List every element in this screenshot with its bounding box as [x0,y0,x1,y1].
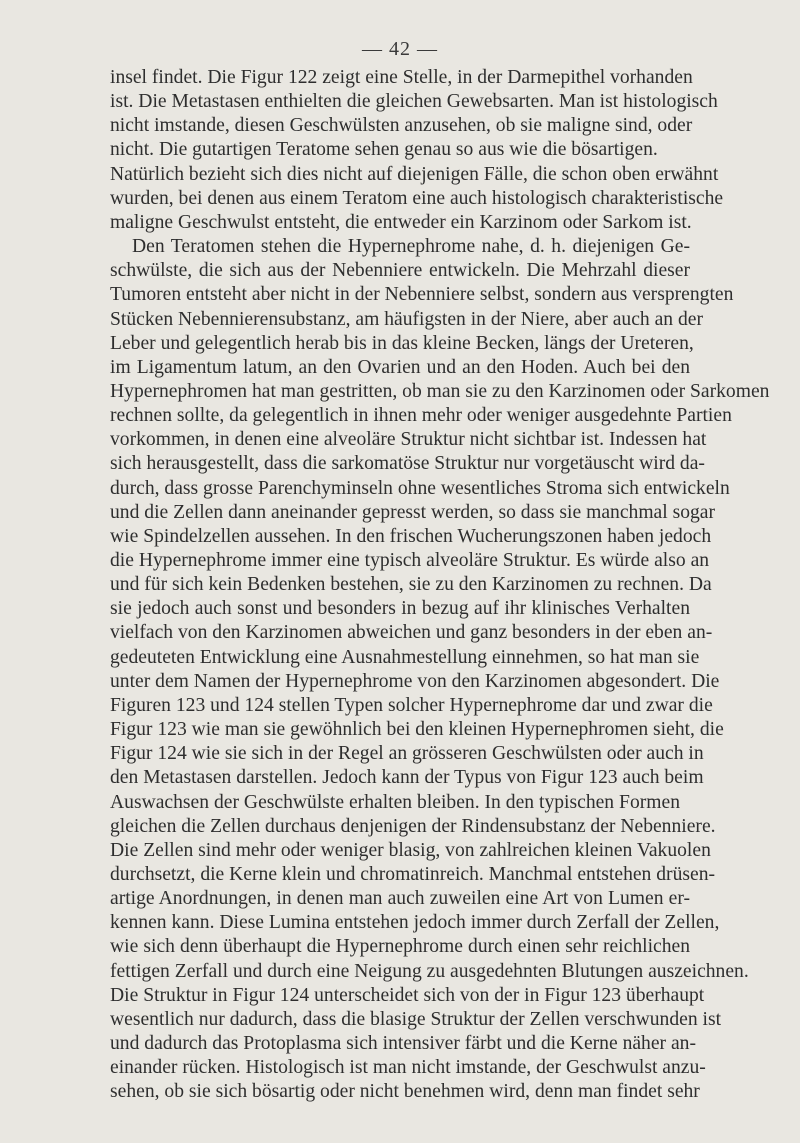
text-line: und dadurch das Protoplasma sich intensiver färbt und die Kerne näher an- [110,1033,696,1054]
text-line: und für sich kein Bedenken bestehen, sie zu den Karzinomen zu rechnen. Da [110,574,712,596]
text-line: Hypernephromen hat man gestritten, ob man sie zu den Karzinomen oder Sarkomen [110,380,770,402]
text-line: unter dem Namen der Hypernephrome von den Karzinomen abgesondert. Die [110,670,720,692]
text-line: insel findet. Die Figur 122 zeigt eine Stelle, in der Darmepithel vorhanden [110,67,693,88]
text-line: einander rücken. Histologisch ist man nicht imstande, der Geschwulst anzu- [110,1057,706,1079]
text-line: wie Spindelzellen aussehen. In den frischen Wucherungszonen haben jedoch [110,525,712,547]
text-line: nicht. Die gutartigen Teratome sehen genau so aus wie die bösartigen. [110,139,658,161]
text-line: rechnen sollte, da gelegentlich in ihnen mehr oder weniger ausgedehnte Partien [110,405,732,427]
text-line: Natürlich bezieht sich dies nicht auf diejenigen Fälle, die schon oben erwähnt [110,163,719,185]
text-line: ist. Die Metastasen enthielten die gleichen Gewebsarten. Man ist histologisch [110,91,718,113]
text-line: Auswachsen der Geschwülste erhalten bleiben. In den typischen Formen [110,791,680,813]
text-line: wesentlich nur dadurch, dass die blasige Struktur der Zellen verschwunden ist [110,1008,722,1030]
text-line: durchsetzt, die Kerne klein und chromatinreich. Manchmal entstehen drüsen- [110,863,716,885]
text-line: Stücken Nebennierensubstanz, am häufigsten in der Niere, aber auch an der [110,308,704,330]
text-line: wie sich denn überhaupt die Hypernephrome durch einen sehr reichlichen [110,936,690,958]
text-line: Leber und gelegentlich herab bis in das kleine Becken, längs der Ureteren, [110,332,694,354]
text-line: Figur 123 wie man sie gewöhnlich bei den kleinen Hypernephromen sieht, die [110,719,724,741]
text-line: sich herausgestellt, dass die sarkomatöse Struktur nur vorgetäuscht wird da- [110,453,705,475]
text-line: gedeuteten Entwicklung eine Ausnahmestellung einnehmen, so hat man sie [110,646,700,668]
text-line: Die Struktur in Figur 124 unterscheidet sich von der in Figur 123 überhaupt [110,984,705,1006]
text-line: fettigen Zerfall und durch eine Neigung zu ausgedehnten Blutungen auszeichnen. [110,960,749,982]
text-line: den Metastasen darstellen. Jedoch kann der Typus von Figur 123 auch beim [110,767,704,789]
text-line: und die Zellen dann aneinander gepresst werden, so dass sie manchmal sogar [110,501,716,523]
text-line: nicht imstande, diesen Geschwülsten anzusehen, ob sie maligne sind, oder [110,115,693,137]
text-line: kennen kann. Diese Lumina entstehen jedoch immer durch Zerfall der Zellen, [110,912,720,934]
text-line: maligne Geschwulst entsteht, die entweder ein Karzinom oder Sarkom ist. [110,211,692,233]
text-line: Figur 124 wie sie sich in der Regel an grösseren Geschwülsten oder auch in [110,743,704,765]
text-line: gleichen die Zellen durchaus denjenigen der Rindensubstanz der Nebenniere. [110,815,716,837]
text-line: die Hypernephrome immer eine typisch alveoläre Struktur. Es würde also an [110,550,710,571]
text-line: Figuren 123 und 124 stellen Typen solcher Hypernephrome dar und zwar die [110,694,713,716]
text-line: Die Zellen sind mehr oder weniger blasig, von zahlreichen kleinen Vakuolen [110,839,711,861]
text-line: vielfach von den Karzinomen abweichen und ganz besonders in der eben an- [110,622,713,644]
text-line: schwülste, die sich aus der Nebenniere entwickeln. Die Mehrzahl dieser [110,260,690,282]
text-line: durch, dass grosse Parenchyminseln ohne wesentliches Stroma sich entwickeln [110,477,730,499]
text-line: sie jedoch auch sonst und besonders in bezug auf ihr klinisches Verhalten [110,598,690,620]
text-line: Den Teratomen stehen die Hypernephrome nahe, d. h. diejenigen Ge- [132,236,690,258]
page-number: — 42 — [362,38,438,60]
text-line: vorkommen, in denen eine alveoläre Struktur nicht sichtbar ist. Indessen hat [110,429,707,451]
text-line: wurden, bei denen aus einem Teratom eine auch histologisch charakteristische [110,187,724,209]
text-line: Tumoren entsteht aber nicht in der Nebenniere selbst, sondern aus versprengten [110,284,734,306]
text-line: artige Anordnungen, in denen man auch zuweilen eine Art von Lumen er- [110,888,690,910]
text-line: im Ligamentum latum, an den Ovarien und an den Hoden. Auch bei den [110,356,690,378]
text-line: sehen, ob sie sich bösartig oder nicht benehmen wird, denn man findet sehr [110,1081,700,1103]
